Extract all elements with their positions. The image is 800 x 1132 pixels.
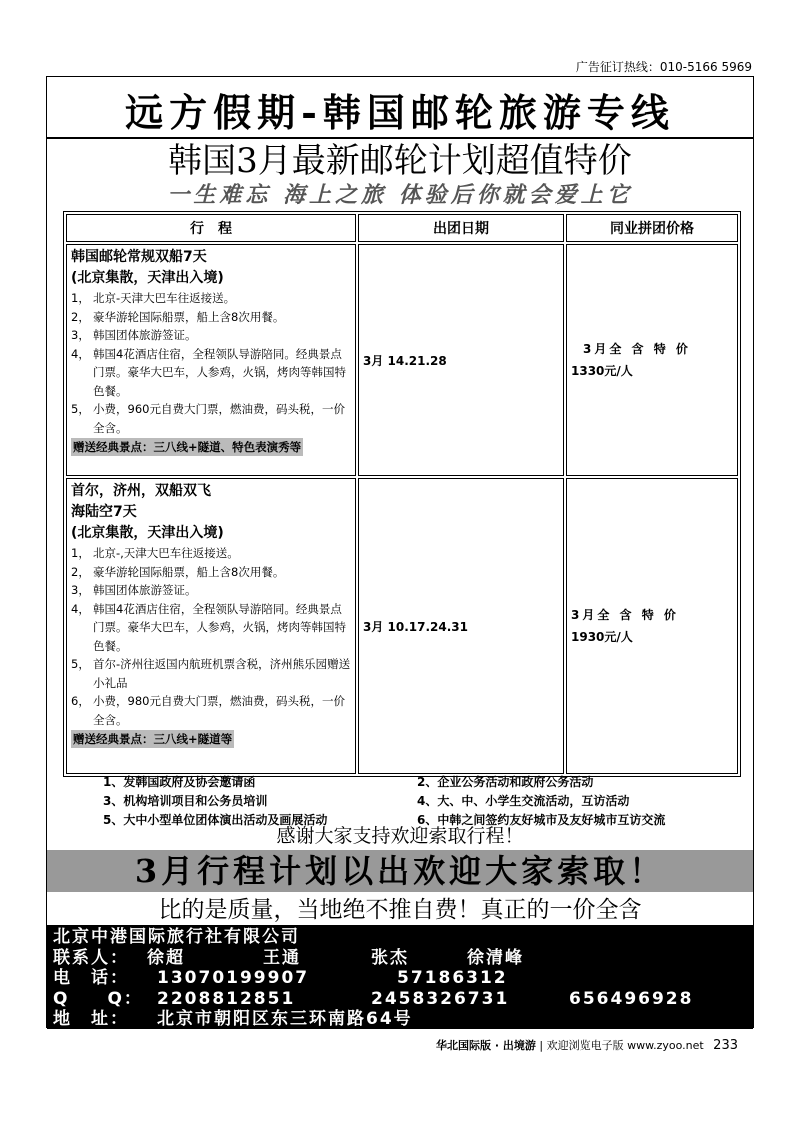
qq-number: 2208812851 xyxy=(157,988,296,1009)
itinerary-cell xyxy=(66,478,356,774)
service-item: 3、机构培训项目和公务员培训 xyxy=(103,794,268,808)
service-item: 5、大中小型单位团体演出活动及画展活动 xyxy=(103,813,328,827)
page-number: 233 xyxy=(713,1038,738,1053)
services-right xyxy=(417,773,665,830)
phone-number: 57186312 xyxy=(397,968,508,988)
gift-note: 赠送经典景点：三八线+隧道等 xyxy=(73,732,233,746)
phone-label: 电 话： xyxy=(53,968,129,988)
list-item: 6， 小费，980元自费大门票，燃油费，码头税，一价全含。 xyxy=(71,694,345,727)
qq-number: 656496928 xyxy=(569,988,694,1009)
address: 北京市朝阳区东三环南路64号 xyxy=(157,1009,413,1029)
thanks-line: 感谢大家支持欢迎索取行程！ xyxy=(276,825,524,847)
phone-row xyxy=(53,968,753,989)
address-row xyxy=(53,1009,753,1030)
table-row xyxy=(66,478,738,774)
contact-row xyxy=(53,948,753,969)
phone-number: 13070199907 xyxy=(157,968,310,988)
list-item: 1， 北京-天津大巴车往返接送。 xyxy=(71,291,236,305)
col-price-header: 同业拼团价格 xyxy=(566,214,738,242)
promo-banner: 3月行程计划以出欢迎大家索取！ xyxy=(47,850,753,892)
itinerary-list xyxy=(71,289,351,437)
price-label: 3月全 含 特 价 xyxy=(571,608,679,622)
qq-row xyxy=(53,989,753,1010)
list-item: 4， 韩国4花酒店住宿，全程领队导游陪同。经典景点门票。豪华大巴车，人参鸡，火锅，烤肉等韩国特色餐。 xyxy=(71,346,346,398)
qq-label: Q Q： xyxy=(53,988,143,1009)
list-item: 3， 韩国团体旅游签证。 xyxy=(71,583,197,597)
price-cell xyxy=(566,244,738,476)
contact-label: 联系人： xyxy=(53,947,129,968)
service-item: 6、中韩之间签约友好城市及友好城市互访交流 xyxy=(417,813,666,827)
service-item: 4、大、中、小学生交流活动，互访活动 xyxy=(417,794,630,808)
services-left xyxy=(103,773,327,830)
tour-table xyxy=(63,211,741,777)
contact-name: 徐超 xyxy=(147,947,185,968)
price-cell xyxy=(566,478,738,774)
list-item: 5， 首尔-济州往返国内航班机票含税，济州熊乐园赠送小礼品 xyxy=(71,657,351,690)
contact-name: 王通 xyxy=(263,947,301,968)
list-item: 5， 小费，960元自费大门票，燃油费，码头税，一价全含。 xyxy=(71,402,345,435)
list-item: 2， 豪华游轮国际船票，船上含8次用餐。 xyxy=(71,309,285,324)
date-cell: 3月 14.21.28 xyxy=(358,244,564,476)
agency-info xyxy=(47,925,753,1029)
brand-title: 远方假期-韩国邮轮旅游专线 xyxy=(47,89,753,139)
qq-number: 2458326731 xyxy=(371,988,510,1009)
footer-welcome: 欢迎浏览电子版 www.zyoo.net xyxy=(546,1039,704,1052)
itinerary-list xyxy=(71,544,351,729)
page-footer xyxy=(436,1037,738,1053)
price-value: 1330元/人 xyxy=(571,364,633,378)
table-row xyxy=(66,244,738,476)
agency-name: 北京中港国际旅行社有限公司 xyxy=(53,927,300,947)
tour-title: 海陆空7天 xyxy=(71,504,137,520)
quality-line: 比的是质量，当地绝不推自费！真正的一价全含 xyxy=(158,897,642,923)
address-label: 地 址： xyxy=(53,1009,129,1029)
publication-name: 华北国际版 · 出境游 xyxy=(436,1039,536,1052)
ad-frame xyxy=(46,76,754,1028)
service-item: 1、发韩国政府及协会邀请函 xyxy=(103,775,256,789)
contact-name: 徐清峰 xyxy=(467,947,524,968)
list-item: 4， 韩国4花酒店住宿，全程领队导游陪同。经典景点门票。豪华大巴车，人参鸡，火锅，烤肉等韩国特色餐。 xyxy=(71,601,346,653)
list-item: 3， 韩国团体旅游签证。 xyxy=(71,328,197,342)
ad-hotline: 广告征订热线：010-5166 5969 xyxy=(575,60,752,74)
slogan: 一生难忘 海上之旅 体验后你就会爱上它 xyxy=(167,182,633,208)
col-itinerary-header: 行 程 xyxy=(66,214,356,242)
list-item: 2， 豪华游轮国际船票，船上含8次用餐。 xyxy=(71,564,285,579)
date-cell: 3月 10.17.24.31 xyxy=(358,478,564,774)
price-value: 1930元/人 xyxy=(571,630,633,644)
gift-note: 赠送经典景点：三八线+隧道、特色表演秀等 xyxy=(73,440,302,454)
footer-divider: | xyxy=(539,1039,544,1052)
tour-title: 首尔，济州，双船双飞 xyxy=(71,483,211,499)
price-label: 3月全 含 特 价 xyxy=(583,342,691,356)
tour-title: 韩国邮轮常规双船7天 xyxy=(71,249,207,265)
contact-name: 张杰 xyxy=(371,947,409,968)
col-date-header: 出团日期 xyxy=(358,214,564,242)
tour-subtitle: (北京集散，天津出入境) xyxy=(71,270,224,286)
itinerary-cell xyxy=(66,244,356,476)
service-item: 2、企业公务活动和政府公务活动 xyxy=(417,775,594,789)
tour-subtitle: (北京集散，天津出入境) xyxy=(71,525,224,541)
list-item: 1， 北京-,天津大巴车往返接送。 xyxy=(71,546,239,560)
headline: 韩国3月最新邮轮计划超值特价 xyxy=(168,141,632,181)
